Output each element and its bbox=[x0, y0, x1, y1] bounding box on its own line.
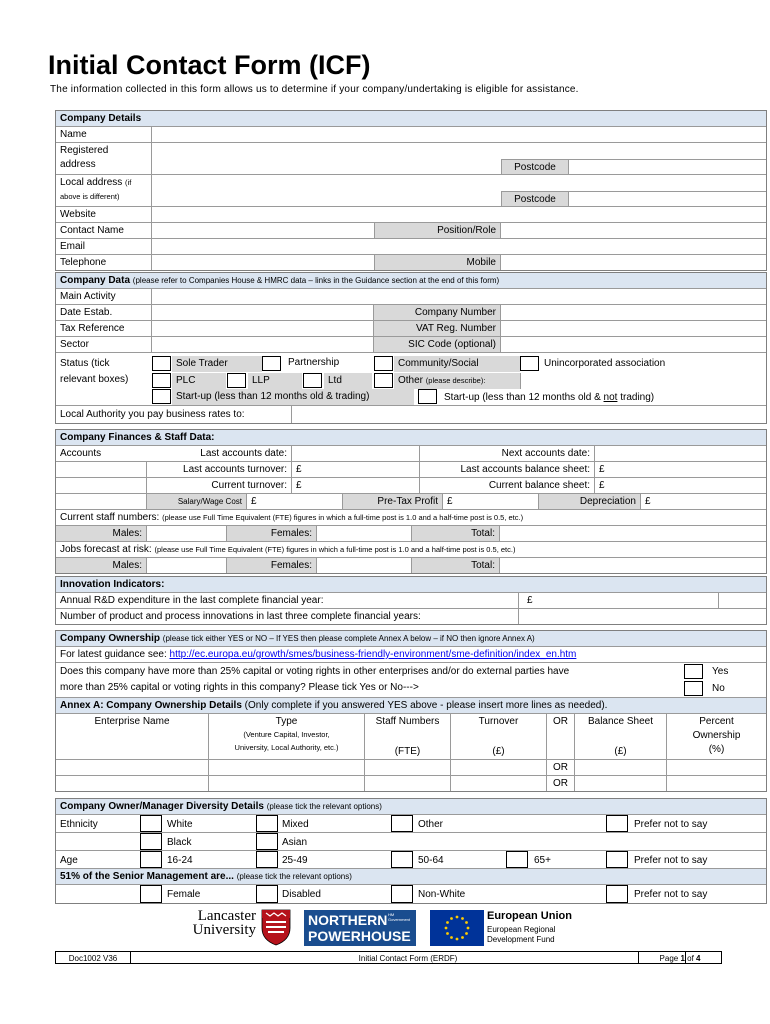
last-accounts-balance-field[interactable]: £ bbox=[594, 462, 766, 477]
annex-col-balance-label: Balance Sheet bbox=[587, 716, 654, 727]
last-accounts-turnover-field[interactable]: £ bbox=[291, 462, 419, 477]
annex-a-row-2 bbox=[56, 775, 766, 791]
annex-a-columns bbox=[56, 713, 766, 759]
ownership-no-label: No bbox=[712, 683, 725, 694]
guidance-label: For latest guidance see: bbox=[60, 649, 167, 660]
telephone-field[interactable] bbox=[151, 255, 374, 270]
vat-reg-field[interactable] bbox=[500, 321, 766, 336]
diversity-heading-note: (please tick the relevant options) bbox=[266, 802, 382, 811]
date-estab-row bbox=[56, 304, 766, 320]
footer-form-name: Initial Contact Form (ERDF) bbox=[130, 952, 686, 963]
ownership-section bbox=[55, 630, 767, 792]
registered-address-label-1: Registered bbox=[60, 145, 109, 156]
finances-header bbox=[56, 430, 766, 445]
community-social-label: Community/Social bbox=[394, 356, 520, 372]
unincorporated-checkbox[interactable] bbox=[520, 356, 539, 371]
annex-turnover-field-2[interactable] bbox=[450, 776, 546, 791]
asian-checkbox[interactable] bbox=[256, 833, 278, 850]
forecast-total-label: Total: bbox=[411, 558, 499, 573]
last-accounts-date-field[interactable] bbox=[291, 446, 419, 461]
annex-or-2: OR bbox=[546, 776, 574, 791]
company-data-heading-note: (please refer to Companies House & HMRC data – links in the Guidance section at the end of this form) bbox=[132, 276, 500, 285]
email-field[interactable] bbox=[151, 239, 766, 254]
rd-expenditure-label: Annual R&D expenditure in the last complete financial year: bbox=[60, 595, 324, 606]
current-turnover-label: Current turnover: bbox=[146, 478, 291, 493]
local-authority-field[interactable] bbox=[291, 406, 766, 423]
other-ethnicity-checkbox[interactable] bbox=[391, 815, 413, 832]
ltd-checkbox[interactable] bbox=[303, 373, 322, 388]
forecast-females-field[interactable] bbox=[316, 558, 411, 573]
female-checkbox[interactable] bbox=[140, 885, 162, 903]
ethnicity-row-1 bbox=[56, 814, 766, 832]
sole-trader-checkbox[interactable] bbox=[152, 356, 171, 371]
company-data-heading: Company Data bbox=[60, 275, 131, 286]
senior-management-header bbox=[56, 868, 766, 884]
company-data-header bbox=[56, 273, 766, 288]
annex-col-percent-2: Ownership bbox=[692, 730, 741, 741]
diversity-section bbox=[55, 798, 767, 904]
annex-col-percent-1: Percent bbox=[699, 716, 734, 727]
white-label: White bbox=[167, 819, 193, 830]
black-checkbox[interactable] bbox=[140, 833, 162, 850]
forecast-males-label: Males: bbox=[56, 558, 146, 573]
current-balance-field[interactable]: £ bbox=[594, 478, 766, 493]
disabled-checkbox[interactable] bbox=[256, 885, 278, 903]
annex-type-field-1[interactable] bbox=[208, 760, 364, 775]
main-activity-field[interactable] bbox=[151, 289, 766, 304]
age-row bbox=[56, 850, 766, 868]
mixed-label: Mixed bbox=[282, 819, 309, 830]
community-social-checkbox[interactable] bbox=[374, 356, 393, 371]
other-status-field[interactable] bbox=[520, 373, 766, 389]
age-65-plus-label: 65+ bbox=[534, 855, 551, 866]
senior-heading-note: (please tick the relevant options) bbox=[236, 872, 352, 881]
age-65-plus-checkbox[interactable] bbox=[506, 851, 528, 868]
other-status-note: (please describe): bbox=[425, 376, 486, 385]
sic-code-label: SIC Code (optional) bbox=[373, 337, 500, 352]
registered-postcode-label: Postcode bbox=[501, 159, 568, 174]
date-estab-label: Date Estab. bbox=[60, 307, 113, 318]
status-row bbox=[56, 352, 766, 405]
local-postcode-field[interactable] bbox=[568, 191, 766, 206]
rd-expenditure-extra bbox=[718, 593, 766, 608]
annex-col-turnover-label: Turnover bbox=[478, 716, 519, 727]
np-text-2: POWERHOUSE bbox=[308, 928, 411, 944]
annex-a-heading-note: (Only complete if you answered YES above - please insert more lines as needed). bbox=[244, 700, 608, 711]
age-16-24-label: 16-24 bbox=[167, 855, 193, 866]
annex-col-type bbox=[208, 714, 364, 759]
local-authority-label: Local Authority you pay business rates to: bbox=[60, 409, 245, 420]
ownership-heading: Company Ownership bbox=[60, 633, 161, 644]
tax-reference-label: Tax Reference bbox=[60, 323, 125, 334]
pretax-profit-field[interactable]: £ bbox=[442, 494, 538, 509]
website-field[interactable] bbox=[151, 207, 766, 222]
status-label bbox=[56, 353, 151, 405]
sector-label: Sector bbox=[60, 339, 89, 350]
age-25-49-label: 25-49 bbox=[282, 855, 308, 866]
ownership-yes-label: Yes bbox=[712, 666, 729, 677]
main-activity-row bbox=[56, 288, 766, 304]
annex-or-1: OR bbox=[546, 760, 574, 775]
annex-percent-field-2[interactable] bbox=[666, 776, 766, 791]
ownership-question-row bbox=[56, 662, 766, 697]
current-turnover-field[interactable]: £ bbox=[291, 478, 419, 493]
annex-col-type-note-1: (Venture Capital, Investor, bbox=[243, 730, 330, 739]
depreciation-field[interactable]: £ bbox=[640, 494, 766, 509]
np-small-text: HM Government bbox=[388, 912, 411, 922]
last-accounts-balance-label: Last accounts balance sheet: bbox=[419, 462, 594, 477]
unincorporated-label: Unincorporated association bbox=[544, 358, 666, 369]
annex-balance-field-2[interactable] bbox=[574, 776, 666, 791]
annex-col-turnover bbox=[450, 714, 546, 759]
prefer-not-senior-label: Prefer not to say bbox=[634, 889, 708, 900]
registered-address-label bbox=[56, 143, 151, 174]
company-data-heading-wrap bbox=[56, 273, 503, 288]
guidance-wrap bbox=[56, 647, 580, 662]
local-address-note-2: above is different) bbox=[60, 192, 120, 201]
annex-col-enterprise: Enterprise Name bbox=[94, 716, 170, 727]
innovation-section bbox=[55, 576, 767, 625]
footer-page-total: 4 bbox=[696, 954, 701, 963]
eu-text-3: Development Fund bbox=[487, 935, 555, 944]
current-males-label: Males: bbox=[56, 526, 146, 541]
ownership-no-checkbox[interactable] bbox=[684, 681, 703, 696]
local-address-note-1: (if bbox=[125, 178, 132, 187]
llp-checkbox[interactable] bbox=[227, 373, 246, 388]
plc-checkbox[interactable] bbox=[152, 373, 171, 388]
senior-heading-wrap bbox=[56, 869, 356, 884]
jobs-forecast-label-wrap bbox=[56, 542, 519, 557]
annex-col-balance bbox=[574, 714, 666, 759]
footer-page-of: of bbox=[684, 954, 697, 963]
current-staff-label: Current staff numbers: bbox=[60, 512, 160, 523]
jobs-forecast-gender-row bbox=[56, 557, 766, 573]
current-staff-label-wrap bbox=[56, 510, 527, 525]
ethnicity-label: Ethnicity bbox=[60, 819, 98, 830]
black-label: Black bbox=[167, 837, 192, 848]
ethnicity-row-2 bbox=[56, 832, 766, 850]
lancaster-crest-icon bbox=[260, 908, 292, 946]
next-accounts-date-label: Next accounts date: bbox=[419, 446, 594, 461]
np-text-1: NORTHERN bbox=[308, 912, 388, 928]
prefer-not-age-label: Prefer not to say bbox=[634, 855, 708, 866]
lancaster-logo bbox=[172, 908, 294, 948]
sole-trader-label: Sole Trader bbox=[172, 356, 262, 372]
rd-expenditure-row bbox=[56, 592, 766, 608]
lancaster-text-2: University bbox=[192, 922, 256, 938]
innovations-field[interactable] bbox=[518, 609, 766, 624]
finances-section bbox=[55, 429, 767, 574]
status-label-1: Status (tick bbox=[60, 358, 110, 369]
annex-enterprise-field-2[interactable] bbox=[56, 776, 208, 791]
jobs-forecast-row bbox=[56, 541, 766, 557]
partnership-label: Partnership bbox=[288, 357, 340, 368]
annex-col-percent bbox=[666, 714, 766, 759]
mixed-checkbox[interactable] bbox=[256, 815, 278, 832]
current-total-field[interactable] bbox=[499, 526, 594, 541]
diversity-heading: Company Owner/Manager Diversity Details bbox=[60, 801, 264, 812]
annex-a-heading-wrap bbox=[56, 698, 611, 713]
telephone-label: Telephone bbox=[60, 257, 107, 268]
sic-code-field[interactable] bbox=[500, 337, 766, 352]
local-address-row bbox=[56, 174, 766, 206]
footer-page-prefix: Page bbox=[659, 954, 681, 963]
name-field[interactable] bbox=[151, 127, 766, 142]
ownership-question-1: Does this company have more than 25% capital or voting rights in other enterprises and/or do external parties have bbox=[60, 666, 570, 677]
lancaster-wordmark bbox=[172, 909, 256, 937]
current-staff-note: (please use Full Time Equivalent (FTE) figures in which a full-time post is 1.0 and a half-time post is 0.5, etc.) bbox=[162, 513, 524, 522]
age-label: Age bbox=[60, 855, 78, 866]
status-label-2: relevant boxes) bbox=[60, 374, 129, 385]
eu-subtext bbox=[487, 925, 556, 945]
mobile-field[interactable] bbox=[500, 255, 766, 270]
current-turnover-row bbox=[56, 477, 766, 493]
salary-wage-label: Salary/Wage Cost bbox=[146, 494, 246, 509]
white-checkbox[interactable] bbox=[140, 815, 162, 832]
company-details-header bbox=[56, 111, 766, 126]
annex-percent-field-1[interactable] bbox=[666, 760, 766, 775]
innovations-label: Number of product and process innovations in last three complete financial years: bbox=[60, 611, 421, 622]
depreciation-label: Depreciation bbox=[538, 494, 640, 509]
guidance-row bbox=[56, 646, 766, 662]
annex-a-row-1 bbox=[56, 759, 766, 775]
contact-name-row bbox=[56, 222, 766, 238]
costs-row bbox=[56, 493, 766, 509]
finances-heading: Company Finances & Staff Data: bbox=[60, 432, 215, 443]
email-label: Email bbox=[60, 241, 86, 252]
forecast-females-label: Females: bbox=[226, 558, 316, 573]
accounts-label: Accounts bbox=[60, 448, 102, 459]
current-staff-row bbox=[56, 509, 766, 525]
ownership-question-2: more than 25% capital or voting rights in this company? Please tick Yes or No---> bbox=[60, 682, 419, 693]
annex-col-percent-3: (%) bbox=[708, 744, 725, 755]
annex-col-or: OR bbox=[546, 714, 574, 759]
annex-staff-field-1[interactable] bbox=[364, 760, 450, 775]
current-balance-label: Current balance sheet: bbox=[419, 478, 594, 493]
contact-name-field[interactable] bbox=[151, 223, 374, 238]
annex-enterprise-field-1[interactable] bbox=[56, 760, 208, 775]
registered-postcode-field[interactable] bbox=[568, 159, 766, 174]
local-authority-row bbox=[56, 405, 766, 423]
annex-col-type-note-2: University, Local Authority, etc.) bbox=[234, 743, 339, 752]
innovations-row bbox=[56, 608, 766, 624]
tax-reference-field[interactable] bbox=[151, 321, 373, 336]
annex-balance-field-1[interactable] bbox=[574, 760, 666, 775]
current-total-label: Total: bbox=[411, 526, 499, 541]
sector-field[interactable] bbox=[151, 337, 373, 352]
diversity-heading-wrap bbox=[56, 799, 386, 814]
contact-name-label: Contact Name bbox=[60, 225, 124, 236]
company-number-field[interactable] bbox=[500, 305, 766, 320]
annex-col-turnover-unit: (£) bbox=[492, 746, 505, 757]
startup-not-trading-b: trading) bbox=[617, 392, 655, 403]
partnership-checkbox[interactable] bbox=[262, 356, 281, 371]
startup-trading-label: Start-up (less than 12 months old & trading) bbox=[172, 389, 414, 405]
eu-text-1: European Union bbox=[487, 910, 572, 922]
forecast-males-field[interactable] bbox=[146, 558, 226, 573]
local-address-label-text: Local address bbox=[60, 177, 123, 188]
company-data-section bbox=[55, 272, 767, 424]
name-row bbox=[56, 126, 766, 142]
guidance-link[interactable]: http://ec.europa.eu/growth/smes/business-friendly-environment/sme-definition/index_en.htm bbox=[169, 649, 577, 660]
pretax-profit-label: Pre-Tax Profit bbox=[342, 494, 442, 509]
next-accounts-date-field[interactable] bbox=[594, 446, 766, 461]
registered-address-row bbox=[56, 142, 766, 174]
telephone-row bbox=[56, 254, 766, 270]
website-row bbox=[56, 206, 766, 222]
other-ethnicity-label: Other bbox=[418, 819, 444, 830]
senior-heading: 51% of the Senior Management are... bbox=[60, 871, 234, 882]
local-postcode-label: Postcode bbox=[501, 191, 568, 206]
lancaster-text-1: Lancaster bbox=[197, 908, 256, 924]
age-16-24-checkbox[interactable] bbox=[140, 851, 162, 868]
ownership-heading-note: (please tick either YES or NO – If YES then please complete Annex A below – if NO then ignore Annex A) bbox=[162, 634, 535, 643]
startup-not-trading-a: Start-up (less than 12 months old & bbox=[444, 392, 604, 403]
asian-label: Asian bbox=[282, 837, 308, 848]
annex-col-type-label: Type bbox=[275, 716, 298, 727]
registered-address-label-2: address bbox=[60, 159, 96, 170]
prefer-not-ethnicity-checkbox[interactable] bbox=[606, 815, 628, 832]
startup-trading-checkbox[interactable] bbox=[152, 389, 171, 404]
website-label: Website bbox=[60, 209, 96, 220]
ltd-label: Ltd bbox=[324, 373, 372, 389]
sector-row bbox=[56, 336, 766, 352]
company-details-heading: Company Details bbox=[60, 113, 142, 124]
senior-row bbox=[56, 884, 766, 903]
annex-col-staff bbox=[364, 714, 450, 759]
startup-not-trading-checkbox[interactable] bbox=[418, 389, 437, 404]
page-title: Initial Contact Form (ICF) bbox=[48, 50, 371, 80]
age-25-49-checkbox[interactable] bbox=[256, 851, 278, 868]
jobs-forecast-label: Jobs forecast at risk: bbox=[60, 544, 152, 555]
other-status-checkbox[interactable] bbox=[374, 373, 393, 388]
vat-reg-label: VAT Reg. Number bbox=[373, 321, 500, 336]
current-females-label: Females: bbox=[226, 526, 316, 541]
other-status-text: Other bbox=[398, 375, 424, 386]
startup-not-trading-not: not bbox=[603, 392, 618, 403]
non-white-checkbox[interactable] bbox=[391, 885, 413, 903]
prefer-not-senior-checkbox[interactable] bbox=[606, 885, 628, 903]
annex-turnover-field-1[interactable] bbox=[450, 760, 546, 775]
footer-doc-id: Doc1002 V36 bbox=[68, 954, 118, 963]
turnover-row bbox=[56, 461, 766, 477]
position-role-label: Position/Role bbox=[374, 223, 500, 238]
disabled-label: Disabled bbox=[282, 889, 321, 900]
other-status-label bbox=[394, 373, 520, 389]
female-label: Female bbox=[167, 889, 201, 900]
ownership-heading-wrap bbox=[56, 631, 539, 646]
jobs-forecast-note: (please use Full Time Equivalent (FTE) figures in which a full-time post is 1.0 and a half-time post is 0.5, etc.) bbox=[154, 545, 516, 554]
eu-flag-icon bbox=[430, 910, 484, 946]
current-males-field[interactable] bbox=[146, 526, 226, 541]
position-role-field[interactable] bbox=[500, 223, 766, 238]
prefer-not-ethnicity-label: Prefer not to say bbox=[634, 819, 708, 830]
date-estab-field[interactable] bbox=[151, 305, 373, 320]
current-staff-gender-row bbox=[56, 525, 766, 541]
age-50-64-label: 50-64 bbox=[418, 855, 444, 866]
accounts-date-row bbox=[56, 445, 766, 461]
annex-type-field-2[interactable] bbox=[208, 776, 364, 791]
prefer-not-age-checkbox[interactable] bbox=[606, 851, 628, 868]
ownership-question bbox=[56, 663, 686, 697]
age-50-64-checkbox[interactable] bbox=[391, 851, 413, 868]
annex-a-header bbox=[56, 697, 766, 713]
tax-reference-row bbox=[56, 320, 766, 336]
local-address-label bbox=[56, 175, 151, 206]
northern-powerhouse-logo bbox=[304, 908, 418, 948]
non-white-label: Non-White bbox=[418, 889, 466, 900]
footer-page-num: 1 bbox=[680, 954, 685, 963]
eu-text-2: European Regional bbox=[487, 925, 556, 934]
innovation-header bbox=[56, 577, 766, 592]
eu-logo bbox=[430, 908, 590, 948]
page-subtitle: The information collected in this form allows us to determine if your company/undertaking is eligible for assistance. bbox=[50, 84, 579, 95]
forecast-total-field[interactable] bbox=[499, 558, 594, 573]
footer-page-number bbox=[638, 952, 721, 963]
ownership-yes-checkbox[interactable] bbox=[684, 664, 703, 679]
annex-a-heading: Annex A: Company Ownership Details bbox=[60, 700, 242, 711]
annex-col-balance-unit: (£) bbox=[614, 746, 627, 757]
mobile-label: Mobile bbox=[374, 255, 500, 270]
diversity-header bbox=[56, 799, 766, 814]
innovation-heading: Innovation Indicators: bbox=[60, 579, 165, 590]
annex-staff-field-2[interactable] bbox=[364, 776, 450, 791]
rd-expenditure-field[interactable]: £ bbox=[518, 593, 718, 608]
email-row bbox=[56, 238, 766, 254]
current-females-field[interactable] bbox=[316, 526, 411, 541]
startup-not-trading-label bbox=[440, 390, 740, 406]
salary-wage-field[interactable]: £ bbox=[246, 494, 342, 509]
llp-label: LLP bbox=[248, 373, 302, 389]
main-activity-label: Main Activity bbox=[60, 291, 116, 302]
ownership-header bbox=[56, 631, 766, 646]
company-number-label: Company Number bbox=[373, 305, 500, 320]
last-accounts-turnover-label: Last accounts turnover: bbox=[146, 462, 291, 477]
page-footer bbox=[55, 951, 722, 964]
annex-col-staff-unit: (FTE) bbox=[394, 746, 421, 757]
name-label: Name bbox=[60, 129, 87, 140]
annex-col-staff-label: Staff Numbers bbox=[375, 716, 440, 727]
plc-label: PLC bbox=[172, 373, 226, 389]
last-accounts-date-label: Last accounts date: bbox=[200, 448, 287, 459]
company-details-section bbox=[55, 110, 767, 271]
